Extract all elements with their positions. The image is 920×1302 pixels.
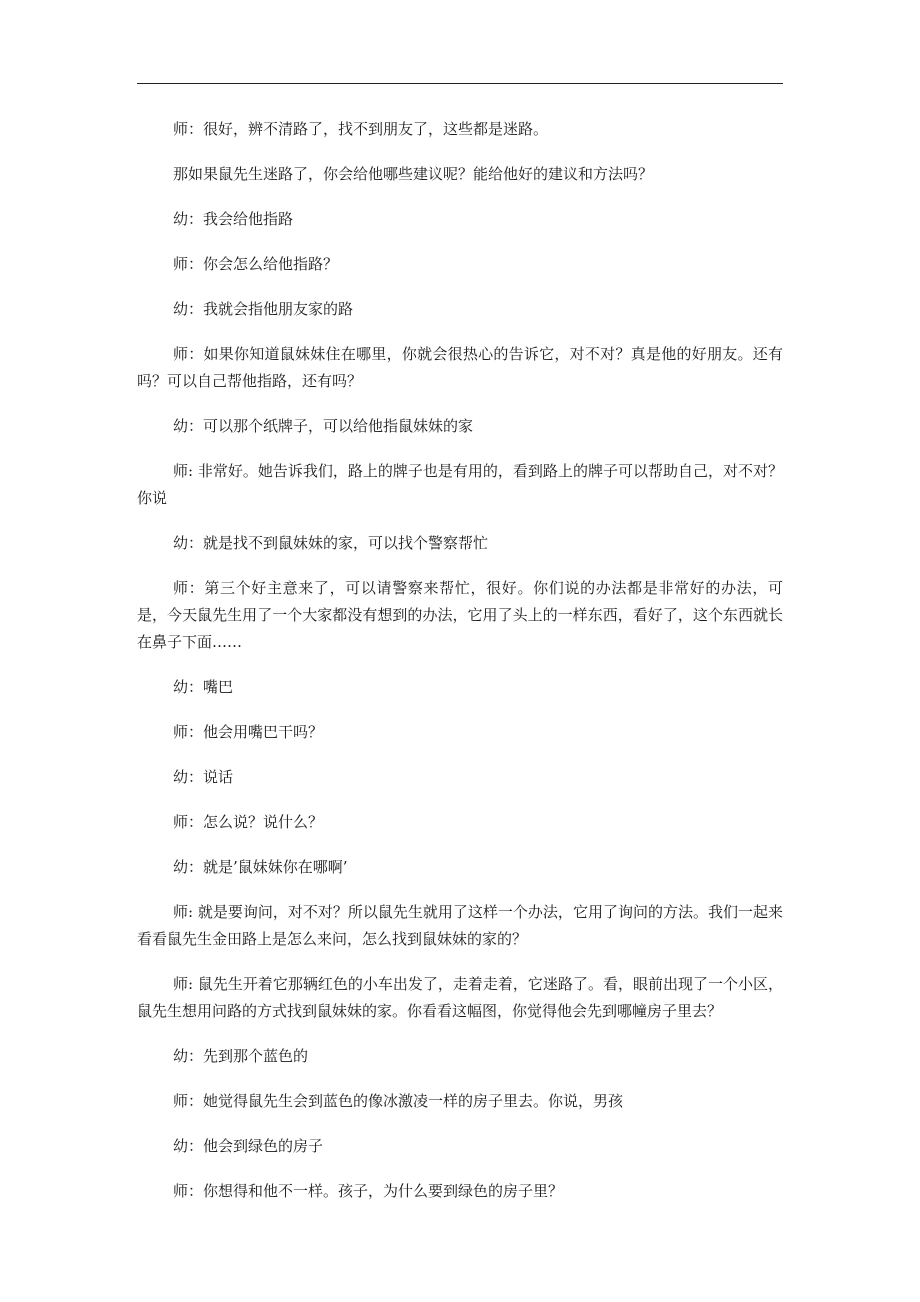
paragraph: 幼：我会给他指路 <box>173 210 294 228</box>
paragraph: 幼：他会到绿色的房子 <box>173 1137 324 1155</box>
paragraph: 幼：我就会指他朋友家的路 <box>173 300 354 318</box>
paragraph: 师: 鼠先生开着它那辆红色的小车出发了，走着走着，它迷路了。看，眼前出现了一个小区，鼠先生想用问路的方式找到鼠妹妹的家。你看看这幅图，你觉得他会先到哪幢房子里去？ <box>137 975 783 1020</box>
paragraph: 师：你想得和他不一样。孩子，为什么要到绿色的房子里？ <box>173 1182 564 1200</box>
paragraph: 幼：就是’鼠妹妹你在哪啊’ <box>173 858 348 876</box>
paragraph: 师：她觉得鼠先生会到蓝色的像冰激凌一样的房子里去。你说，男孩 <box>173 1092 624 1110</box>
paragraph: 师：第三个好主意来了，可以请警察来帮忙，很好。你们说的办法都是非常好的办法，可是，今天鼠先生用了一个大家都没有想到的办法，它用了头上的一样东西，看好了，这个东西就长在鼻子下面…… <box>137 579 783 651</box>
paragraph: 幼：嘴巴 <box>173 678 234 696</box>
document-body <box>137 116 783 1223</box>
paragraph: 那如果鼠先生迷路了，你会给他哪些建议呢？能给他好的建议和方法吗？ <box>173 165 654 183</box>
paragraph: 幼：就是找不到鼠妹妹的家，可以找个警察帮忙 <box>173 534 489 552</box>
paragraph: 师：很好，辨不清路了，找不到朋友了，这些都是迷路。 <box>173 120 549 138</box>
paragraph: 师：他会用嘴巴干吗？ <box>173 723 324 741</box>
header-rule <box>137 83 783 84</box>
paragraph: 师：你会怎么给他指路？ <box>173 255 339 273</box>
paragraph: 师: 非常好。她告诉我们，路上的牌子也是有用的，看到路上的牌子可以帮助自己，对不对？你说 <box>137 462 783 507</box>
paragraph: 师：如果你知道鼠妹妹住在哪里，你就会很热心的告诉它，对不对？真是他的好朋友。还有吗？可以自己帮他指路，还有吗？ <box>137 345 783 390</box>
paragraph: 师: 就是要询问，对不对？所以鼠先生就用了这样一个办法，它用了询问的方法。我们一起来看看鼠先生金田路上是怎么来问，怎么找到鼠妹妹的家的？ <box>137 903 783 948</box>
paragraph: 幼：先到那个蓝色的 <box>173 1047 309 1065</box>
paragraph: 师：怎么说？说什么？ <box>173 813 324 831</box>
paragraph: 幼：说话 <box>173 768 234 786</box>
paragraph: 幼：可以那个纸牌子，可以给他指鼠妹妹的家 <box>173 417 474 435</box>
